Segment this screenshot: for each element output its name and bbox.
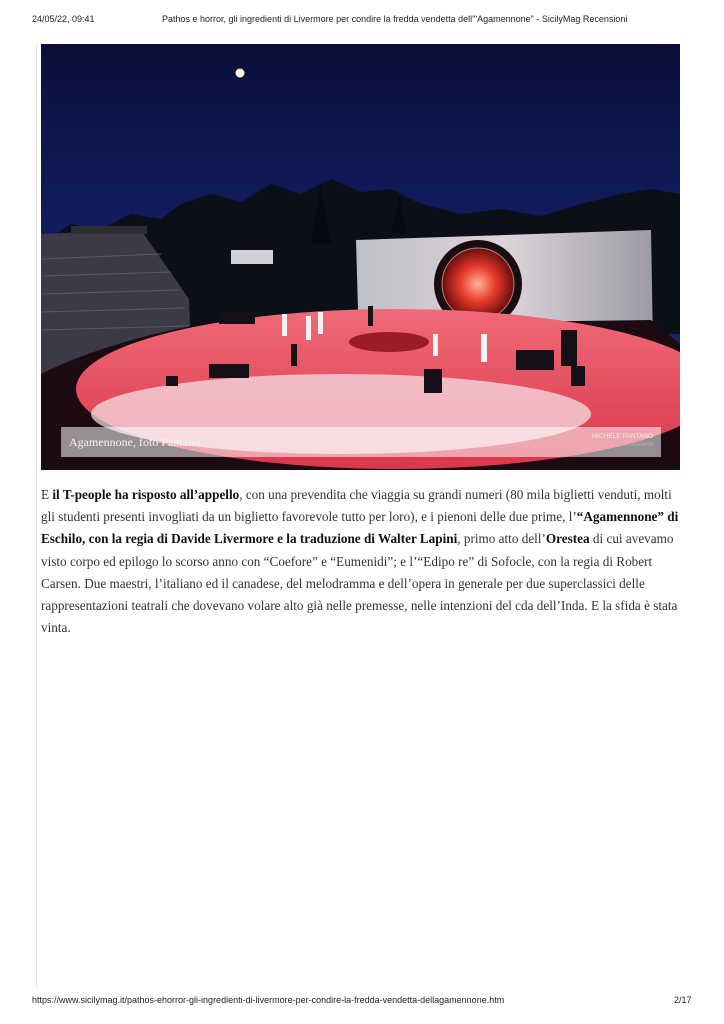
photo-caption-bar — [61, 427, 661, 457]
text-run: , con una prevendita che viaggia su grandi numeri (80 mila biglietti venduti, molti gli studenti presenti invogliati da un biglietto favorevole tutto per loro), e i pienoni delle due prime, l’ — [41, 487, 672, 525]
photo-credit-sub: FOTOGRAFO — [618, 442, 653, 448]
print-datetime: 24/05/22, 09:41 — [32, 14, 95, 24]
article-paragraph — [41, 484, 679, 639]
page-url-link[interactable]: https://www.sicilymag.it/pathos-ehorror-gli-ingredienti-di-livermore-per-condire-la-fredda-vendetta-dellagamennone.htm — [32, 995, 505, 1005]
photo-credit-name: MICHELE PANTANO — [591, 433, 653, 440]
print-header — [0, 14, 724, 28]
text-run: di cui avevamo visto corpo ed epilogo lo scorso anno con “Coefore” e “Eumenidi”; e l’“Edipo re” di Sofocle, con la regia di Robert Carsen. Due maestri, l’italiano ed il canadese, del melodramma e dell’opera in generale per due superclassici delle rappresentazioni teatrali che dovevano volare alto già nelle premesse, nelle intenzioni del cda dell’Inda. E la sfida è stata vinta. — [41, 531, 678, 636]
article-photo — [41, 44, 680, 470]
text-run: E — [41, 487, 53, 502]
page-margin-rule — [36, 44, 37, 988]
bold-run: Orestea — [545, 531, 590, 547]
moon-icon — [236, 69, 245, 78]
article-body — [41, 484, 679, 639]
print-page-title: Pathos e horror, gli ingredienti di Livermore per condire la fredda vendetta dell'"Agamennone" - SicilyMag Recensioni — [162, 14, 628, 24]
page-number: 2/17 — [674, 995, 692, 1005]
bold-run: il T-people ha risposto all’appello — [52, 487, 240, 502]
theatre-stage-image — [41, 44, 680, 470]
text-run: , primo atto dell’ — [457, 531, 546, 547]
bold-run: “Agamennone” di Eschilo, con la regia di Davide Livermore e la traduzione di Walter Lapini — [41, 509, 679, 547]
photo-caption: Agamennone, foto Pantano — [69, 435, 200, 449]
print-footer — [0, 995, 724, 1009]
photo-credit-watermark — [592, 432, 653, 450]
